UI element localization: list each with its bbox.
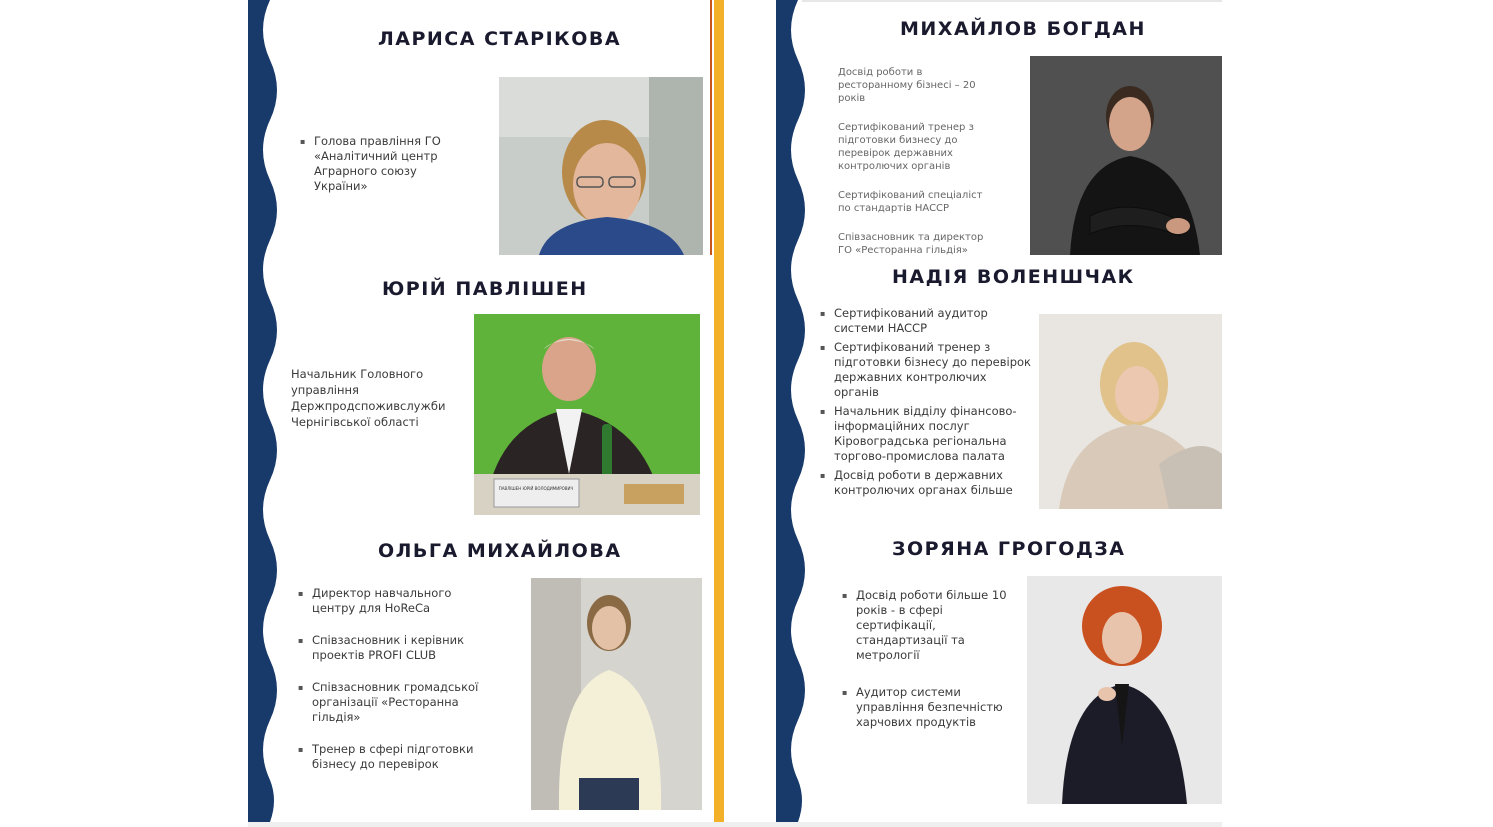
profile-name: ЮРІЙ ПАВЛІШЕН <box>382 278 588 300</box>
fact-item: ▪ Начальник відділу фінансово-інформаційних послуг Кіровоградська регіональна торгово-промислова палата <box>820 404 1035 464</box>
fact-item: Начальник Головного управління Держпродспоживслужби Чернігівської області <box>291 367 446 429</box>
profile-facts <box>291 366 469 430</box>
profile-name: МИХАЙЛОВ БОГДАН <box>900 18 1146 40</box>
fact-item: ▪ Голова правління ГО «Аналітичний центр Аграрного союзу України» <box>300 134 470 194</box>
fact-item: ▪ Сертифікований тренер з підготовки бізнесу до перевірок державних контролючих органів <box>820 340 1035 400</box>
fact-item: ▪ Співзасновник громадської організації «Ресторанна гільдія» <box>298 680 498 725</box>
profile-facts <box>300 134 470 194</box>
fact-item: Співзасновник та директор ГО «Ресторанна гільдія» <box>838 232 984 256</box>
fact-item: Сертифікований тренер з підготовки бизнесу до перевірок державних контролючих органів <box>838 122 974 172</box>
profile-photo <box>531 578 702 810</box>
fact-item: ▪ Досвід роботи більше 10 років - в сфері сертифікації, стандартизації та метрології <box>842 588 1007 663</box>
profile-photo <box>1030 56 1222 255</box>
fact-item: ▪ Досвід роботи в державних контролючих органах більше <box>820 468 1035 498</box>
profile-card-mykhailova <box>248 526 724 822</box>
profile-photo <box>474 314 700 515</box>
profile-photo <box>499 77 703 255</box>
profile-photo <box>1039 314 1222 509</box>
profile-name: ЛАРИСА СТАРІКОВА <box>378 28 622 50</box>
profile-facts <box>298 586 498 772</box>
profile-facts <box>838 66 998 257</box>
fact-item: Досвід роботи в ресторанному бізнесі – 20 років <box>838 67 976 104</box>
profile-card-starikova <box>248 0 724 258</box>
profile-name: ОЛЬГА МИХАЙЛОВА <box>378 540 622 562</box>
fact-item: ▪ Директор навчального центру для HoReCa <box>298 586 498 616</box>
profile-facts <box>820 306 1035 498</box>
profile-facts <box>842 588 1007 730</box>
profile-card-hrohodza <box>776 526 1222 822</box>
profile-name: НАДІЯ ВОЛЕНШЧАК <box>892 266 1135 288</box>
fact-item: ▪ Співзасновник і керівник проектів PROFI CLUB <box>298 633 498 663</box>
profile-card-volenshchak <box>776 258 1222 526</box>
profile-name: ЗОРЯНА ГРОГОДЗА <box>892 538 1126 560</box>
profile-card-pavlishen <box>248 258 724 526</box>
page-footer-strip <box>248 822 1222 827</box>
profile-card-bohdan <box>776 0 1222 258</box>
fact-item: ▪ Тренер в сфері підготовки бізнесу до перевірок <box>298 742 498 772</box>
nameplate-text: ПАВЛІШЕН ЮРІЙ ВОЛОДИМИРОВИЧ <box>498 486 574 491</box>
fact-item: Сертифікований спеціаліст по стандартів HACCP <box>838 190 983 214</box>
fact-item: ▪ Сертифікований аудитор системи HACCP <box>820 306 1035 336</box>
right-slide-column <box>776 0 1222 822</box>
fact-item: ▪ Аудитор системи управління безпечністю харчових продуктів <box>842 685 1007 730</box>
left-slide-column <box>248 0 724 822</box>
profile-photo <box>1027 576 1222 804</box>
